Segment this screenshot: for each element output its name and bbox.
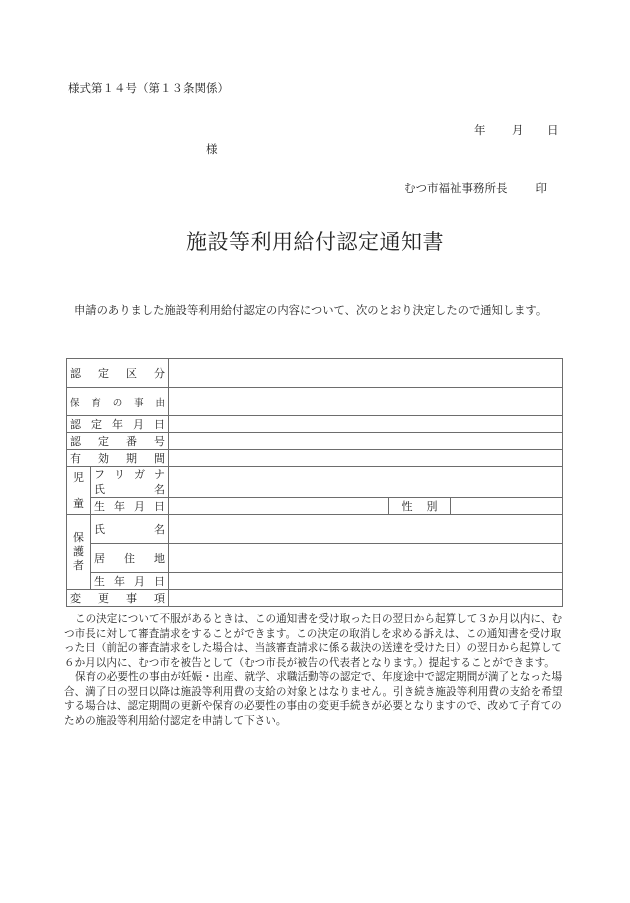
- label-childcare-reason: [67, 388, 169, 416]
- label-char: 日: [154, 575, 165, 588]
- label-char: 定: [98, 367, 109, 380]
- label-validity-period: [67, 450, 169, 467]
- value-certification-category: [169, 359, 563, 388]
- label-char: 月: [134, 500, 145, 513]
- label-char: 名: [154, 483, 165, 496]
- label-child-birthdate: [91, 498, 169, 515]
- row-child-birthdate: [67, 498, 563, 515]
- label-char: 月: [134, 575, 145, 588]
- intro-paragraph: 申請のありました施設等利用給付認定の内容について、次のとおり決定したので通知します。: [74, 304, 548, 317]
- row-guardian-birthdate: [67, 573, 563, 590]
- label-char: 番: [126, 435, 137, 448]
- label-char: 号: [154, 435, 165, 448]
- label-char: 期: [126, 452, 137, 465]
- label-char: 効: [98, 452, 109, 465]
- row-child-name: [67, 467, 563, 498]
- row-guardian-name: [67, 515, 563, 544]
- date-day-label: 日: [547, 123, 559, 137]
- label-char: 区: [126, 367, 137, 380]
- value-certification-number: [169, 433, 563, 450]
- note-period-expiry: 保育の必要性の事由が妊娠・出産、就学、求職活動等の認定で、年度途中で認定期間が満了となった場合、満了日の翌日以降は施設等利用費の支給の対象とはなりません。引き続き施設等利用費の支給を希望する場合は、認定期間の更新や保育の必要性の事由の変更手続きが必要となりますので、改めて子育てのための施設等利用給付認定を申請して下さい。: [64, 671, 563, 727]
- label-guardian-group: [67, 515, 91, 590]
- group-label-char: 者: [73, 559, 84, 572]
- value-guardian-address: [169, 544, 563, 573]
- label-child-group: [67, 467, 91, 515]
- label-certification-number: [67, 433, 169, 450]
- label-char: 保: [70, 397, 80, 409]
- label-char: 変: [70, 592, 81, 605]
- label-char: ナ: [154, 468, 165, 481]
- label-char: 日: [154, 418, 165, 431]
- label-char: 事: [126, 592, 137, 605]
- label-char: 地: [154, 552, 165, 565]
- label-char: 生: [94, 575, 105, 588]
- value-guardian-birthdate: [169, 573, 563, 590]
- label-char: 育: [91, 397, 101, 409]
- label-char: 年: [114, 500, 125, 513]
- label-char: 月: [133, 418, 144, 431]
- label-char: 生: [94, 500, 105, 513]
- label-char: 更: [98, 592, 109, 605]
- label-char: 間: [154, 452, 165, 465]
- label-char: 認: [70, 367, 81, 380]
- label-certification-category: [67, 359, 169, 388]
- label-guardian-birthdate: [91, 573, 169, 590]
- value-child-name: [169, 467, 563, 498]
- label-char: フ: [94, 468, 105, 481]
- date-month-label: 月: [512, 123, 524, 137]
- label-char: 氏: [94, 483, 105, 496]
- label-char: 分: [154, 367, 165, 380]
- row-certification-number: [67, 433, 563, 450]
- issue-date: [474, 122, 559, 138]
- certification-table: [66, 358, 563, 607]
- label-char: 定: [91, 418, 102, 431]
- label-char: 認: [70, 418, 81, 431]
- value-validity-period: [169, 450, 563, 467]
- label-char: リ: [114, 468, 125, 481]
- row-changes: [67, 590, 563, 607]
- child-birth-gender-cell: [169, 498, 563, 515]
- label-certification-date: [67, 416, 169, 433]
- label-char: ガ: [134, 468, 145, 481]
- label-gender: 性 別: [389, 498, 451, 514]
- value-certification-date: [169, 416, 563, 433]
- label-char: 住: [124, 552, 135, 565]
- addressee-suffix: 様: [206, 142, 218, 156]
- group-label-char: 保: [73, 531, 84, 544]
- label-guardian-name: [91, 515, 169, 544]
- value-guardian-name: [169, 515, 563, 544]
- label-char: 日: [154, 500, 165, 513]
- note-appeal: この決定について不服があるときは、この通知書を受け取った日の翌日から起算して３か月以内に、むつ市長に対して審査請求をすることができます。この決定の取消しを求める訴えは、この通知書を受け取った日（前記の審査請求をした場合は、当該審査請求に係る裁決の送達を受けた日）の翌日から起算して６か月以内に、むつ市を被告として（むつ市長が被告の代表者となります。）提起することができます。: [64, 613, 563, 669]
- value-child-birthdate: [169, 498, 389, 514]
- label-char: 認: [70, 435, 81, 448]
- label-char: 項: [154, 592, 165, 605]
- group-label-char: 児: [73, 470, 84, 484]
- group-label-char: 護: [73, 545, 84, 558]
- label-char: 由: [155, 397, 165, 409]
- label-char: 有: [70, 452, 81, 465]
- label-char: 定: [98, 435, 109, 448]
- value-changes: [169, 590, 563, 607]
- label-char: 氏: [94, 523, 105, 536]
- issuer-block: [404, 180, 547, 196]
- row-certification-category: [67, 359, 563, 388]
- group-label-char: 童: [73, 496, 84, 510]
- label-char: 名: [154, 523, 165, 536]
- value-child-gender: [451, 498, 562, 514]
- label-char: 年: [114, 575, 125, 588]
- label-child-name: [91, 467, 169, 498]
- notes-section: [64, 612, 564, 728]
- row-childcare-reason: [67, 388, 563, 416]
- row-validity-period: [67, 450, 563, 467]
- label-char: 年: [112, 418, 123, 431]
- label-char: 事: [134, 397, 144, 409]
- label-guardian-address: [91, 544, 169, 573]
- form-number: 様式第１４号（第１３条関係）: [68, 81, 229, 95]
- label-char: の: [112, 397, 123, 409]
- row-guardian-address: [67, 544, 563, 573]
- value-childcare-reason: [169, 388, 563, 416]
- seal-label: 印: [535, 181, 547, 195]
- issuer-name: むつ市福祉事務所長: [404, 181, 508, 195]
- row-certification-date: [67, 416, 563, 433]
- label-changes: [67, 590, 169, 607]
- date-year-label: 年: [474, 123, 486, 137]
- label-char: 居: [94, 552, 105, 565]
- document-title: 施設等利用給付認定通知書: [186, 230, 444, 254]
